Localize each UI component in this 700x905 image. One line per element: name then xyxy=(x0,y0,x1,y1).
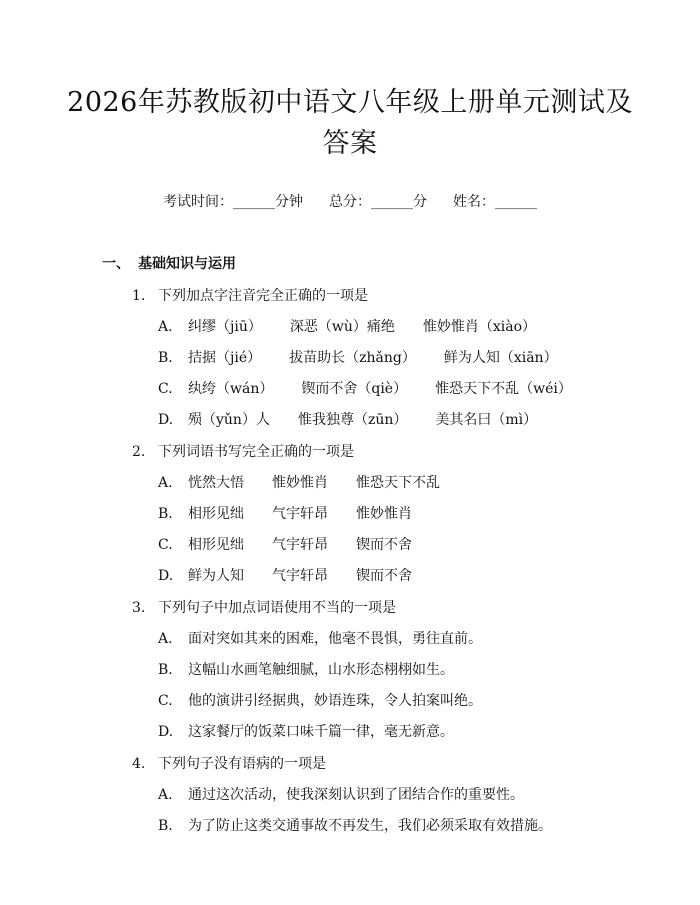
document-title: 2026年苏教版初中语文八年级上册单元测试及答案 xyxy=(67,87,633,159)
answer-option xyxy=(60,535,640,555)
answer-option xyxy=(60,660,640,680)
option-label: C. xyxy=(158,537,173,553)
option-text: 惟妙惟肖 xyxy=(356,506,412,522)
question-list xyxy=(60,286,640,836)
question-number: 2. xyxy=(132,444,146,460)
option-text: 惟妙惟肖（xiào） xyxy=(422,319,536,335)
option-text: 恍然大悟 xyxy=(188,475,244,491)
option-label: B. xyxy=(158,350,173,366)
student-name: 姓名：______ xyxy=(453,194,537,210)
option-label: B. xyxy=(158,662,173,678)
option-text: 拔苗助长（zhǎng） xyxy=(289,350,416,366)
option-text: 深恶（wù）痛绝 xyxy=(289,319,395,335)
question-stem xyxy=(60,598,640,618)
answer-option xyxy=(60,691,640,711)
answer-option xyxy=(60,816,640,836)
option-label: D. xyxy=(158,412,174,428)
question-text: 下列句子中加点词语使用不当的一项是 xyxy=(158,600,396,616)
question-number: 3. xyxy=(132,600,146,616)
section-number: 一、 xyxy=(102,256,130,272)
question-stem xyxy=(60,442,640,462)
answer-option xyxy=(60,379,640,399)
total-score: 总分：______分 xyxy=(329,194,427,210)
question-stem xyxy=(60,286,640,306)
option-text: 纠缪（jiū） xyxy=(188,319,262,335)
option-text: 美其名曰（mì） xyxy=(435,412,538,428)
option-text: 气宇轩昂 xyxy=(272,537,328,553)
option-text: 鲜为人知（xiān） xyxy=(443,350,558,366)
option-label: B. xyxy=(158,818,173,834)
option-text: 相形见绌 xyxy=(188,506,244,522)
option-text: 惟妙惟肖 xyxy=(272,475,328,491)
exam-meta xyxy=(60,192,640,212)
answer-option xyxy=(60,473,640,493)
option-text: 惟恐天下不乱（wéi） xyxy=(435,381,572,397)
option-text: 这家餐厅的饭菜口味千篇一律，毫无新意。 xyxy=(188,724,454,740)
option-label: A. xyxy=(158,475,173,491)
question-stem xyxy=(60,754,640,774)
option-text: 他的演讲引经据典，妙语连珠，令人拍案叫绝。 xyxy=(188,693,482,709)
answer-option xyxy=(60,504,640,524)
option-text: 相形见绌 xyxy=(188,537,244,553)
option-label: A. xyxy=(158,631,173,647)
question-text: 下列句子没有语病的一项是 xyxy=(158,756,326,772)
option-text: 纨绔（wán） xyxy=(188,381,274,397)
option-text: 为了防止这类交通事故不再发生，我们必须采取有效措施。 xyxy=(188,818,552,834)
option-label: A. xyxy=(158,787,173,803)
option-text: 气宇轩昂 xyxy=(272,568,328,584)
option-text: 通过这次活动，使我深刻认识到了团结合作的重要性。 xyxy=(188,787,524,803)
option-text: 鲜为人知 xyxy=(188,568,244,584)
answer-option xyxy=(60,317,640,337)
answer-option xyxy=(60,566,640,586)
option-text: 气宇轩昂 xyxy=(272,506,328,522)
answer-option xyxy=(60,722,640,742)
option-text: 面对突如其来的困难，他毫不畏惧，勇往直前。 xyxy=(188,631,482,647)
option-label: C. xyxy=(158,693,173,709)
option-label: A. xyxy=(158,319,173,335)
option-text: 这幅山水画笔触细腻，山水形态栩栩如生。 xyxy=(188,662,454,678)
option-label: B. xyxy=(158,506,173,522)
option-text: 惟我独尊（zūn） xyxy=(297,412,408,428)
question-text: 下列词语书写完全正确的一项是 xyxy=(158,444,354,460)
section-heading xyxy=(60,254,640,274)
answer-option xyxy=(60,348,640,368)
option-text: 锲而不舍（qiè） xyxy=(301,381,408,397)
option-label: D. xyxy=(158,568,174,584)
answer-option xyxy=(60,410,640,430)
option-label: D. xyxy=(158,724,174,740)
option-text: 锲而不舍 xyxy=(356,568,412,584)
exam-time: 考试时间：______分钟 xyxy=(163,194,303,210)
answer-option xyxy=(60,785,640,805)
question-number: 4. xyxy=(132,756,146,772)
question-number: 1. xyxy=(132,288,146,304)
option-text: 殒（yǔn）人 xyxy=(188,412,270,428)
option-text: 惟恐天下不乱 xyxy=(356,475,440,491)
option-label: C. xyxy=(158,381,173,397)
answer-option xyxy=(60,629,640,649)
option-text: 锲而不舍 xyxy=(356,537,412,553)
option-text: 拮据（jié） xyxy=(188,350,262,366)
question-text: 下列加点字注音完全正确的一项是 xyxy=(158,288,368,304)
section-title: 基础知识与运用 xyxy=(138,256,236,272)
